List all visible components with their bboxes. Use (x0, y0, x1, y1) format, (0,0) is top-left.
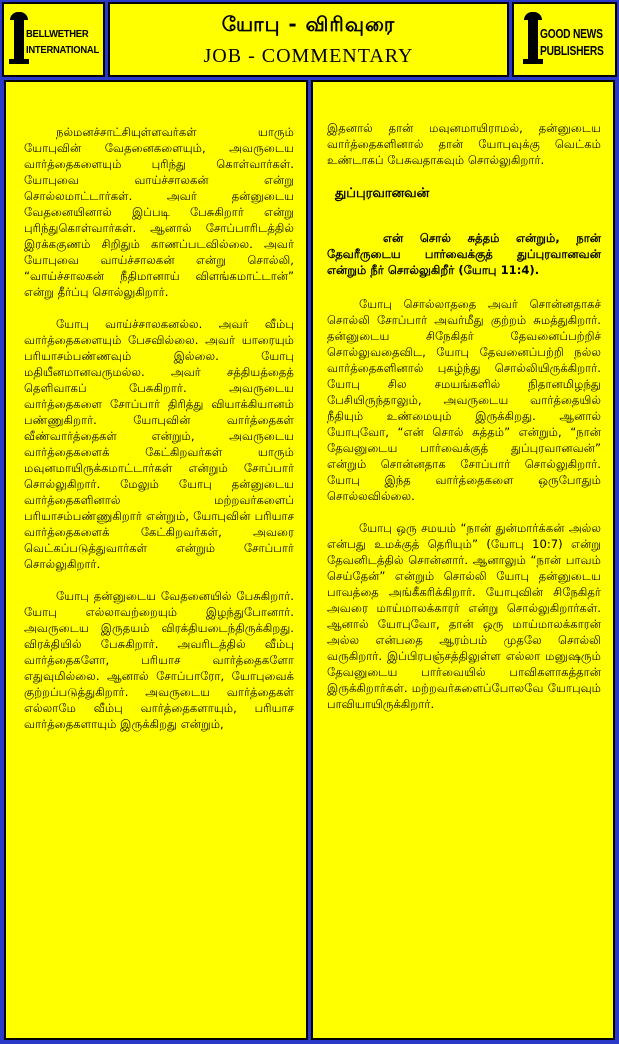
good-news-logo (518, 14, 613, 69)
tower-icon (528, 18, 538, 60)
right-text-column (311, 80, 615, 1040)
paragraph: இதனால் தான் மவுனமாயிராமல், தன்னுடைய வார்த்தைகளினால் தான் யோபுவுக்கு வெட்கம் உண்டாகப் பேசுவதாகவும் சொல்லுகிறார். (327, 121, 601, 167)
paragraph: யோபு தன்னுடைய வேதனையில் பேசுகிறார். யோபு எல்லாவற்றையும் இழந்துபோனார். அவருடைய இருதயம் விரக்தியடைந்திருக்கிறது. விரக்தியில் பேசுகிறார். அவரிடத்தில் வீம்பு வார்த்தைகளோ, பரியாச வார்த்தைகளோ எதுவுமில்லை. ஆனால் சோப்பாரோ, யோபுவைக் குற்றப்படுத்துகிறார். அவருடைய வார்த்தைகள் எல்லாமே வீம்பு வார்த்தைகளாயும், பரியாச வார்த்தைகளாயும் இருக்கிறது என்றும், (24, 589, 294, 731)
publisher-logo-right (512, 2, 617, 77)
page-title-english: JOB - COMMENTARY (203, 45, 414, 67)
bellwether-logo (8, 14, 103, 69)
bellwether-logo-text: BELLWETHER INTERNATIONAL (26, 28, 99, 56)
page-title-box (108, 2, 509, 77)
publisher-logo-left (2, 2, 105, 77)
page-title-tamil: யோபு - விரிவுரை (221, 12, 396, 36)
left-text-column (4, 80, 308, 1040)
paragraph: யோபு ஒரு சமயம் “நான் துன்மார்க்கன் அல்ல என்பது உமக்குத் தெரியும்” (யோபு 10:7) என்று தேவனிடத்தில் சொன்னார். ஆனாலும் “நான் பாவம் செய்தேன்” என்றும் சொல்லி யோபு தன்னுடைய பாவத்தை அங்கீகரிக்கிறார். யோபுவின் சிநேகிதர் அவரை மாய்மாலக்காரர் என்று சொல்லுகிறார்கள். ஆனால் யோபுவோ, தான் ஒரு மாய்மாலக்காரன் அல்ல என்பதை ஆரம்பம் முதலே சொல்லி வருகிறார். இப்பிரபஞ்சத்திலுள்ள எல்லா மனுஷரும் தேவனுடைய பார்வையில் பாவிகளாகத்தான் இருக்கிறார்கள். மற்றவர்களைப்போலவே யோபுவும் பாவியாயிருக்கிறார். (327, 521, 601, 711)
paragraph: யோபு வாய்ச்சாலகனல்ல. அவர் வீம்பு வார்த்தைகளையும் பேசவில்லை. அவர் யாரையும் பரியாசம்பண்ணவும் இல்லை. யோபு மதியீனமானவருமல்ல. அவர் சத்தியத்தைத் தெளிவாகப் பேசுகிறார். அவருடைய வார்த்தைகளை சோப்பார் திரித்து வியாக்கியானம் பண்ணுகிறார். யோபுவின் வார்த்தைகள் வீண்வார்த்தைகள் என்றும், அவருடைய வார்த்தைகளைக் கேட்கிறவர்கள் யாரும் மவுனமாயிருக்கமாட்டார்கள் என்றும் சோப்பார் சொல்லுகிறார். மேலும் யோபு தன்னுடைய வார்த்தைகளினால் மற்றவர்களைப் பரியாசம்பண்ணுகிறார் என்றும், யோபுவின் பரியாச வார்த்தைகளைக் கேட்கிறவர்கள், அவரை வெட்கப்படுத்துவார்கள் என்றும் சோப்பார் சொல்லுகிறார். (24, 317, 294, 571)
section-heading: துப்புரவானவன் (335, 186, 430, 201)
paragraph: யோபு சொல்லாததை அவர் சொன்னதாகச் சொல்லி சோப்பார் அவர்மீது குற்றம் சுமத்துகிறார். தன்னுடைய சிநேகிதர் தேவனைப்பற்றிச் சொல்லுவதைவிட, யோபு தேவனைப்பற்றி நல்ல வார்த்தைகளினால் புகழ்ந்து சொல்லியிருக்கிறார். யோபு சில சமயங்களில் நிதானமிழந்து பேசியிருந்தாலும், அவருடைய வார்த்தையில் நீதியும் உண்மையும் இருக்கிறது. ஆனால் யோபுவோ, “என் சொல் சுத்தம்” என்றும், “நான் தேவனுடைய பார்வைக்குத் துப்புரவானவன்” என்றும் சொன்னதாக சோப்பார் சொல்லுகிறார். யோபு இந்த வார்த்தைகளை ஒருபோதும் சொல்லவில்லை. (327, 297, 601, 503)
paragraph: நல்மனச்சாட்சியுள்ளவர்கள் யாரும் யோபுவின் வேதனைகளையும், அவருடைய வார்த்தைகளையும் புரிந்து கொள்வார்கள். யோபுவை வாய்ச்சாலகன் என்று சொல்லமாட்டார்கள். அவர் தன்னுடைய வேதனையினால் இப்படி பேசுகிறார் என்று புரிந்துகொள்வார்கள். ஆனால் சோப்பாரிடத்தில் இரக்ககுணம் சிறிதும் காணப்படவில்லை. அவர் யோபுவை வாய்ச்சாலகன் என்று சொல்லி, “வாய்ச்சாலகன் நீதிமானாய் விளங்கமாட்டான்” என்று தீர்ப்பு சொல்லுகிறார். (24, 125, 294, 299)
tower-icon (14, 18, 24, 60)
scripture-quote: என் சொல் சுத்தம் என்றும், நான் தேவரீருடைய பார்வைக்குத் துப்புரவானவன் என்றும் நீர் சொல்லுகிறீர் (யோபு 11:4). (327, 231, 601, 277)
good-news-logo-text: GOOD NEWS PUBLISHERS (540, 27, 604, 58)
